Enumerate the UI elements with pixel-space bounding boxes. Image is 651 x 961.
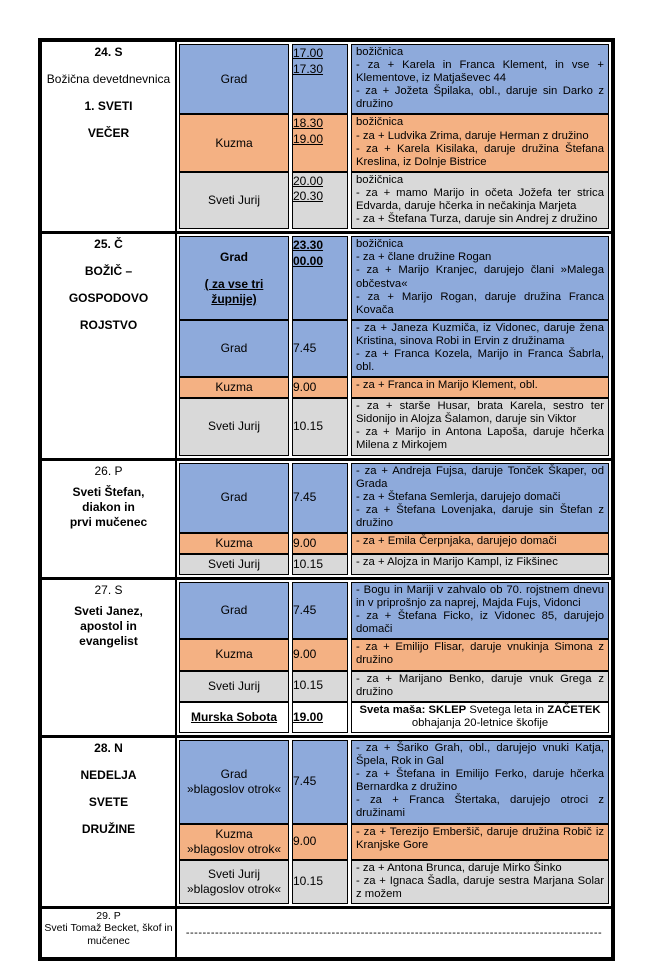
mass-row: [179, 702, 609, 733]
intention-paragraph: [356, 379, 604, 392]
feast-line-text: 26. P: [94, 463, 123, 478]
day-block: [42, 42, 611, 231]
day-header-cell: [42, 42, 177, 231]
location-line-text: ( za vse tri župnije): [204, 276, 264, 306]
feast-line-text: VEČER: [87, 126, 130, 140]
location-cell: [179, 377, 289, 398]
location-line: [181, 341, 287, 356]
intentions-cell: [351, 533, 609, 554]
intention-text: božičnica: [356, 46, 404, 58]
feast-line: [44, 768, 173, 783]
day-block: [42, 231, 611, 457]
location-line: [181, 767, 287, 782]
intention-paragraph: [356, 610, 604, 636]
feast-line: [44, 318, 173, 333]
time-value: [293, 557, 347, 573]
time-value: [293, 834, 347, 850]
intention-paragraph: [356, 264, 604, 290]
location-cell: [179, 671, 289, 702]
time-value: [293, 490, 347, 506]
mass-row: [179, 533, 609, 554]
intention-paragraph: [356, 794, 604, 820]
intentions-cell: [351, 860, 609, 904]
feast-line: [44, 619, 173, 634]
location-cell: [179, 236, 289, 320]
time-value-text: 19.00: [293, 709, 324, 724]
location-cell: [179, 398, 289, 455]
location-line-text: »blagoslov otrok«: [186, 881, 282, 896]
mass-row: [179, 463, 609, 533]
intention-text: - za + Franca in Marijo Klement, obl.: [356, 379, 538, 392]
location-line: [181, 380, 287, 395]
time-cell: [292, 740, 348, 824]
intention-text: - za + Marijo in Antona Lapoša, daruje hčerka Milena z Mirkojem: [356, 426, 604, 452]
location-line: [181, 603, 287, 618]
intention-paragraph: [356, 59, 604, 85]
intention-paragraph: [356, 213, 604, 226]
location-line-text: Sveti Jurij: [207, 678, 260, 693]
intention-paragraph: [356, 704, 604, 730]
time-cell: [292, 377, 348, 398]
location-line-text: Grad: [219, 249, 248, 264]
time-value-text: 17.30: [293, 61, 324, 76]
feast-line: [44, 922, 173, 947]
mass-row: [179, 44, 609, 114]
day-header-cell: [42, 461, 177, 577]
intentions-cell: [351, 172, 609, 229]
feast-line: [44, 237, 173, 252]
mass-row: [179, 172, 609, 229]
time-value: [293, 647, 347, 663]
intention-text: - za + Štefana Ficko, iz Vidonec 85, darujejo domači: [356, 610, 604, 636]
intention-paragraph: [356, 400, 604, 426]
time-value-text: 10.15: [293, 556, 324, 571]
time-cell: [292, 582, 348, 639]
intention-paragraph: [356, 535, 604, 548]
intention-text: Svetega leta in: [466, 703, 548, 716]
feast-line: [44, 500, 173, 515]
time-value: [293, 132, 347, 148]
time-value: [293, 174, 347, 190]
mass-row: [179, 320, 609, 377]
day-block: [42, 458, 611, 577]
intention-text: - za + Karela Kisilaka, daruje družina Štefana Kreslina, iz Dolnje Bistrice: [356, 142, 604, 168]
intention-text: - za + Andreja Fujsa, daruje Tonček Škaper, od Grada: [356, 464, 604, 490]
intention-text: - za + Štefana in Emilijo Ferko, daruje hčerka Bernardka z družino: [356, 768, 604, 794]
time-value-text: 9.00: [293, 379, 317, 394]
intention-paragraph: [356, 768, 604, 794]
time-cell: [292, 860, 348, 904]
intention-text: - za + Štefana Lovenjaka, daruje sin Štefan z družino: [356, 503, 604, 529]
location-line: [181, 647, 287, 662]
time-cell: [292, 639, 348, 670]
feast-line: [44, 45, 173, 60]
intentions-cell: [351, 582, 609, 639]
feast-line-text: prvi mučenec: [69, 514, 148, 529]
day-header-cell: [42, 234, 177, 457]
day-header-cell: [42, 580, 177, 735]
intentions-cell: [351, 671, 609, 702]
intention-paragraph: [356, 504, 604, 530]
time-value: [293, 238, 347, 254]
feast-line: [44, 114, 173, 126]
intention-paragraph: [356, 556, 604, 569]
intentions-cell: [351, 320, 609, 377]
feast-line: [44, 60, 173, 72]
feast-line: [44, 485, 173, 500]
location-line: [181, 867, 287, 882]
location-line-text: Kuzma: [215, 826, 253, 841]
mass-row: [179, 740, 609, 824]
intentions-cell: [351, 44, 609, 114]
time-value-text: 23.30: [293, 238, 324, 253]
intention-text: - za + Emilijo Flisar, daruje vnukinja Simona z družino: [356, 641, 604, 667]
location-line-text: Kuzma: [215, 380, 253, 395]
feast-line: [44, 910, 173, 923]
location-line: [181, 782, 287, 797]
intention-paragraph: [356, 641, 604, 667]
intention-paragraph: [356, 238, 604, 251]
location-line-text: Grad: [220, 71, 248, 86]
intention-text: - za + Janeza Kuzmiča, iz Vidonec, daruje žena Kristina, sinova Robi in Ervin z družinama: [356, 321, 604, 347]
intention-text: - za + Emila Čerpnjaka, darujejo domači: [356, 535, 557, 547]
mass-row: [179, 824, 609, 860]
intentions-cell: [351, 377, 609, 398]
location-line: [181, 827, 287, 842]
feast-line: [44, 741, 173, 756]
location-line: [181, 557, 287, 572]
location-cell: [179, 702, 289, 733]
feast-line: [44, 756, 173, 768]
intentions-cell: [351, 236, 609, 320]
mass-row: [179, 582, 609, 639]
time-value: [293, 774, 347, 790]
location-cell: [179, 533, 289, 554]
intentions-cell: [351, 554, 609, 575]
feast-line: [44, 583, 173, 598]
feast-line-text: 27. S: [94, 583, 123, 597]
location-line: [181, 419, 287, 434]
feast-line-text: diakon in: [82, 499, 135, 514]
intention-text: - za + Antona Brunca, daruje Mirko Šinko: [356, 861, 562, 874]
location-line-text: Grad: [220, 603, 248, 618]
time-value: [293, 189, 347, 205]
dashes-line: ----------------------------------------------------------------------------------------------------: [185, 926, 603, 939]
time-cell: [292, 236, 348, 320]
feast-line-text: 25. Č: [94, 237, 123, 252]
time-value-text: 10.15: [293, 419, 324, 434]
location-line: [181, 277, 287, 307]
feast-line-text: 29. P: [96, 909, 121, 922]
location-line-text: Grad: [220, 340, 248, 355]
mass-row: [179, 114, 609, 171]
mass-row: [179, 236, 609, 320]
intention-text: božičnica: [356, 238, 404, 251]
time-value: [293, 380, 347, 396]
intention-text: - za + Ignaca Šadla, daruje sestra Marjana Solar z možem: [356, 874, 604, 900]
location-line-text: Kuzma: [215, 135, 253, 150]
location-cell: [179, 463, 289, 533]
intention-text: - za + mamo Marijo in očeta Jožefa ter strica Edvarda, daruje hčerka in nečakinja Marjeta: [356, 186, 604, 213]
mass-row: [179, 398, 609, 455]
feast-line: [44, 252, 173, 264]
mass-row: [179, 639, 609, 670]
intention-paragraph: [356, 491, 604, 504]
time-cell: [292, 44, 348, 114]
feast-line: [44, 279, 173, 291]
location-line-text: »blagoslov otrok«: [186, 781, 282, 796]
feast-line-text: Sveti Tomaž Becket, škof in mučenec: [44, 922, 173, 947]
location-cell: [179, 114, 289, 171]
feast-line-text: BOŽIČ –: [84, 264, 133, 279]
intention-text: - za + Marijo Rogan, daruje družina Franca Kovača: [356, 290, 604, 316]
day-header-cell: [42, 909, 177, 957]
time-cell: [292, 702, 348, 733]
feast-line-text: Sveti Janez,: [74, 604, 143, 618]
location-cell: [179, 320, 289, 377]
time-cell: [292, 320, 348, 377]
location-cell: [179, 824, 289, 860]
time-value-text: 7.45: [293, 773, 317, 788]
intention-text: - za + Štefana Turza, daruje sin Andrej z družino: [356, 213, 598, 226]
time-cell: [292, 824, 348, 860]
location-line: [181, 536, 287, 551]
location-cell: [179, 44, 289, 114]
location-line: [181, 842, 287, 857]
time-value: [293, 46, 347, 62]
intention-paragraph: [356, 742, 604, 768]
time-value-text: 7.45: [293, 602, 317, 617]
intentions-cell: [351, 639, 609, 670]
feast-line-text: ROJSTVO: [79, 318, 138, 333]
feast-line-text: 28. N: [94, 740, 123, 755]
time-value: [293, 341, 347, 357]
location-line: [181, 250, 287, 265]
intention-paragraph: [356, 826, 604, 852]
time-value-text: 00.00: [293, 253, 324, 268]
feast-line: [44, 464, 173, 479]
location-line-text: »blagoslov otrok«: [186, 841, 282, 856]
time-value-text: 18.30: [293, 116, 324, 131]
time-value-text: 7.45: [293, 489, 317, 504]
location-line: [181, 710, 287, 725]
time-cell: [292, 533, 348, 554]
intention-paragraph: [356, 85, 604, 111]
location-cell: [179, 554, 289, 575]
mass-row: [179, 554, 609, 575]
time-value: [293, 678, 347, 694]
feast-line-text: SVETE: [88, 794, 129, 809]
feast-line: [44, 795, 173, 810]
time-value: [293, 254, 347, 270]
intention-text: - za + Franca Štertaka, darujejo otroci z družinami: [356, 794, 604, 820]
intentions-cell: [351, 463, 609, 533]
time-value-text: 20.30: [293, 189, 324, 204]
time-cell: [292, 398, 348, 455]
time-value-text: 10.15: [293, 873, 324, 888]
time-value: [293, 536, 347, 552]
location-line-text: Murska Sobota: [190, 709, 277, 724]
location-cell: [179, 740, 289, 824]
feast-line-text: DRUŽINE: [81, 821, 136, 836]
feast-line: [44, 126, 173, 141]
intention-text: - za + Alojza in Marijo Kampl, iz Fikšinec: [356, 556, 558, 568]
intention-paragraph: [356, 46, 604, 59]
intentions-cell: [351, 740, 609, 824]
location-line: [181, 72, 287, 87]
location-cell: [179, 172, 289, 229]
time-cell: [292, 554, 348, 575]
time-value-text: 9.00: [293, 647, 317, 662]
day-rows: [177, 580, 611, 735]
time-value: [293, 62, 347, 78]
intention-paragraph: [356, 862, 604, 875]
intention-text: - za + Šariko Grah, obl., darujejo vnuki Katja, Špela, Rok in Gal: [356, 741, 604, 768]
feast-line: [44, 87, 173, 99]
feast-line: [44, 291, 173, 306]
feast-line: [44, 783, 173, 795]
intention-text: božičnica: [356, 116, 404, 129]
intention-paragraph: [356, 174, 604, 187]
feast-line: [44, 604, 173, 619]
time-value: [293, 116, 347, 132]
location-line: [181, 193, 287, 208]
intention-text: božičnica: [356, 173, 404, 186]
time-cell: [292, 172, 348, 229]
day-rows: [177, 909, 611, 957]
day-rows: [177, 461, 611, 577]
feast-line-text: apostol in: [80, 619, 137, 633]
intentions-cell: [351, 702, 609, 733]
location-line: [181, 490, 287, 505]
intention-text: - za + Jožeta Špilaka, obl., daruje sin Darko z družino: [356, 85, 604, 111]
location-line-text: Sveti Jurij: [207, 866, 260, 881]
intention-text: - za + Terezijo Emberšič, daruje družina Robič iz Kranjske Gore: [356, 825, 604, 851]
time-value: [293, 603, 347, 619]
day-block: [42, 735, 611, 906]
intention-text: - za + Franca Kozela, Marijo in Franca Šabrla, obl.: [356, 347, 604, 374]
time-cell: [292, 671, 348, 702]
location-line: [181, 265, 287, 277]
feast-line-text: GOSPODOVO: [68, 291, 149, 306]
day-block: [42, 906, 611, 957]
feast-line: [44, 72, 173, 87]
intention-paragraph: [356, 143, 604, 169]
feast-line-text: evangelist: [79, 634, 138, 648]
location-line-text: Kuzma: [215, 536, 253, 550]
intention-text: Sveta maša: SKLEP: [359, 703, 467, 716]
feast-line: [44, 810, 173, 822]
feast-line-text: 1. SVETI: [84, 99, 133, 113]
intention-text: - za + starše Husar, brata Karela, sestro ter Sidonijo in Alojza Šalamon, daruje sin Viktor: [356, 400, 604, 426]
feast-line: [44, 99, 173, 114]
feast-line: [44, 306, 173, 318]
intention-text: - za + Karela in Franca Klement, in vse + Klementove, iz Matjaševec 44: [356, 59, 604, 85]
mass-row: [179, 671, 609, 702]
mass-schedule-table: [38, 38, 615, 961]
intention-paragraph: [356, 116, 604, 129]
intention-paragraph: [356, 322, 604, 348]
intention-text: obhajanja 20-letnice škofije: [411, 716, 549, 729]
time-value: [293, 874, 347, 890]
location-line-text: Sveti Jurij: [207, 557, 260, 571]
intention-paragraph: [356, 291, 604, 317]
time-cell: [292, 463, 348, 533]
location-cell: [179, 582, 289, 639]
time-value-text: 7.45: [293, 340, 317, 355]
location-line: [181, 136, 287, 151]
location-line-text: Grad: [220, 766, 248, 781]
intention-text: - Bogu in Mariji v zahvalo ob 70. rojstnem dnevu in v priprošnjo za naprej, Majda Fujs, Vidonci: [356, 584, 604, 610]
time-value-text: 9.00: [293, 535, 317, 550]
mass-row: [179, 377, 609, 398]
feast-line-text: NEDELJA: [80, 767, 137, 782]
feast-line: [44, 515, 173, 530]
intention-text: - za + Marijo Kranjec, darujejo člani »Malega občestva«: [356, 264, 604, 290]
day-rows: [177, 234, 611, 457]
intention-text: - za + Štefana Semlerja, darujejo domači: [356, 490, 561, 503]
intention-text: ZAČETEK: [547, 703, 601, 716]
location-line: [181, 679, 287, 694]
location-cell: [179, 639, 289, 670]
day-block: [42, 577, 611, 735]
feast-line: [44, 264, 173, 279]
intentions-cell: [351, 824, 609, 860]
time-value: [293, 419, 347, 435]
day-rows: [177, 42, 611, 231]
location-cell: [179, 860, 289, 904]
intention-paragraph: [356, 584, 604, 610]
intention-paragraph: [356, 875, 604, 901]
feast-line: [44, 634, 173, 649]
intention-paragraph: [356, 251, 604, 264]
feast-line-text: Sveti Štefan,: [72, 484, 145, 499]
location-line-text: Sveti Jurij: [207, 419, 260, 434]
time-value: [293, 710, 347, 726]
time-value-text: 19.00: [293, 132, 324, 147]
intention-paragraph: [356, 465, 604, 491]
intention-text: - za + člane družine Rogan: [356, 251, 492, 264]
time-value-text: 17.00: [293, 46, 324, 60]
intention-paragraph: [356, 673, 604, 699]
location-line-text: Kuzma: [215, 647, 253, 662]
intentions-cell: [351, 398, 609, 455]
intention-paragraph: [356, 130, 604, 143]
day-rows: [177, 738, 611, 906]
day-header-cell: [42, 738, 177, 906]
time-value-text: 10.15: [293, 678, 324, 693]
time-value-text: 9.00: [293, 833, 317, 848]
feast-line-text: 24. S: [94, 45, 123, 59]
intention-paragraph: [356, 426, 604, 452]
feast-line: [44, 822, 173, 837]
location-line-text: Sveti Jurij: [207, 193, 260, 208]
intention-text: - za + Ludvika Zrima, daruje Herman z družino: [356, 129, 589, 142]
location-line-text: Grad: [220, 490, 248, 505]
time-value-text: 20.00: [293, 173, 324, 188]
time-cell: [292, 114, 348, 171]
intention-text: - za + Marijano Benko, daruje vnuk Grega z družino: [356, 672, 604, 698]
intentions-cell: [351, 114, 609, 171]
feast-line-text: Božična devetdnevnica: [46, 72, 171, 86]
mass-row: [179, 860, 609, 904]
intention-paragraph: [356, 187, 604, 213]
intention-paragraph: [356, 348, 604, 374]
